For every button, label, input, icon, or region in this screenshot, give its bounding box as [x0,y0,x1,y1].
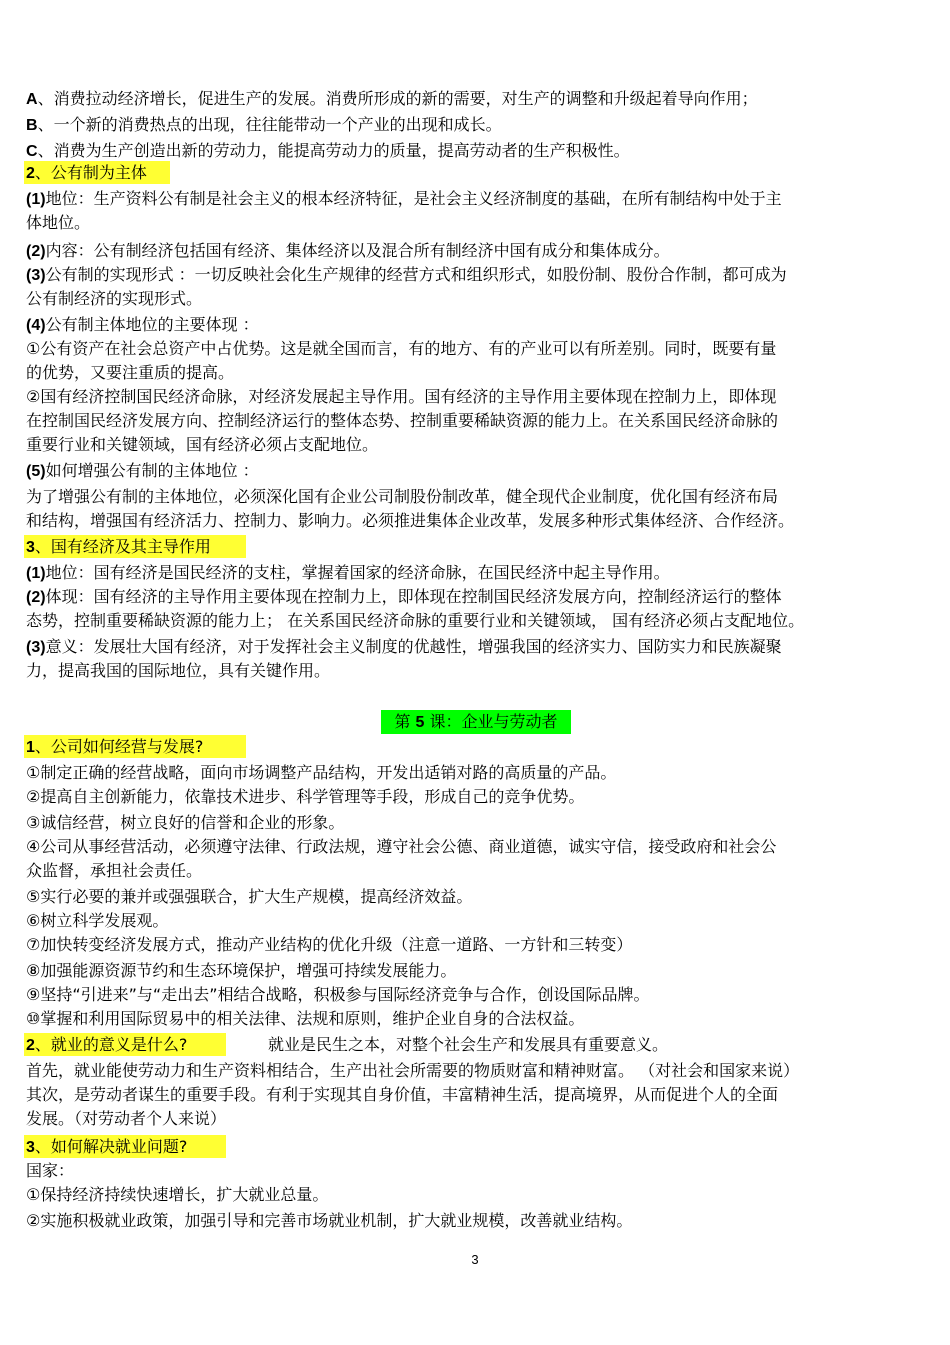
text-line [26,1084,778,1106]
text-line [26,240,670,263]
text-line [26,140,630,163]
item-marker: C [26,143,38,160]
line-text: ③诚信经营，树立良好的信誉和企业的形象。 [26,813,345,832]
text-line [26,586,782,609]
text-line [26,486,778,508]
text-line [26,338,776,360]
text-line [26,812,344,834]
text-line [26,362,234,384]
text-line [26,1108,226,1130]
lesson-title-suffix: 课：企业与劳动者 [424,712,558,731]
heading-text: 、公有制为主体 [34,163,147,182]
text-line [26,264,787,287]
item-marker: (1) [26,191,46,208]
section-heading [26,1034,187,1057]
line-text: 态势，控制重要稀缺资源的能力上； 在关系国民经济命脉的重要行业和关键领域， 国有经济必须占支配地位。 [26,611,805,630]
item-marker: (5) [26,463,46,480]
text-line [26,434,378,456]
line-text: ⑦加快转变经济发展方式，推动产业结构的优化升级（注意一道路、一方针和三转变） [26,935,633,954]
line-text: 地位：生产资料公有制是社会主义的根本经济特征，是社会主义经济制度的基础，在所有制结构中处于主 [45,189,782,208]
text-line [26,762,616,784]
line-text: 国家： [26,1161,75,1180]
line-text: 如何增强公有制的主体地位 ： [45,461,259,480]
text-line [26,1160,74,1182]
heading-text: 、公司如何经营与发展? [34,737,204,756]
text-line [26,562,670,585]
item-marker: A [26,91,38,108]
page-number: 3 [471,1252,479,1267]
line-text: 为了增强公有制的主体地位，必须深化国有企业公司制股份制改革，健全现代企业制度，优化国有经济布局 [26,487,779,506]
line-text: ①制定正确的经营战略，面向市场调整产品结构，开发出适销对路的高质量的产品。 [26,763,617,782]
line-text: ⑥树立科学发展观。 [26,911,169,930]
heading-text: 、就业的意义是什么? [34,1035,188,1054]
item-marker: (1) [26,565,46,582]
line-text: 力，提高我国的国际地位，具有关键作用。 [26,661,331,680]
line-text: 地位：国有经济是国民经济的支柱，掌握着国家的经济命脉，在国民经济中起主导作用。 [45,563,670,582]
text-line [26,114,502,137]
line-text: 体地位。 [26,213,91,232]
line-text: 在控制国民经济发展方向、控制经济运行的整体态势、控制重要稀缺资源的能力上。在关系国民经济命脉的 [26,411,779,430]
heading-number: 3 [26,1139,35,1156]
line-text: 公有制的实现形式 ：一切反映社会化生产规律的经营方式和组织形式，如股份制、股份合作制，都可成为 [45,265,787,284]
line-text: 内容：公有制经济包括国有经济、集体经济以及混合所有制经济中国有成分和集体成分。 [45,241,670,260]
item-marker: (2) [26,243,46,260]
text-line [26,960,456,982]
heading-text: 、如何解决就业问题? [34,1137,188,1156]
text-line [26,660,330,682]
text-line [26,1210,632,1232]
text-line [26,88,758,111]
line-text: ②提高自主创新能力，依靠技术进步、科学管理等手段，形成自己的竞争优势。 [26,787,585,806]
employment-significance-statement: 就业是民生之本，对整个社会生产和发展具有重要意义。 [268,1035,669,1054]
line-text: 重要行业和关键领域，国有经济必须占支配地位。 [26,435,379,454]
line-text: 意义：发展壮大国有经济，对于发挥社会主义制度的优越性，增强我国的经济实力、国防实力和民族凝聚 [45,637,782,656]
item-marker: (3) [26,267,46,284]
section-heading [26,162,147,185]
text-line [26,188,782,211]
line-text: 、消费为生产创造出新的劳动力，能提高劳动力的质量，提高劳动者的生产积极性。 [37,141,630,160]
text-line [26,460,259,483]
text-line [26,212,90,234]
line-text: 其次，是劳动者谋生的重要手段。有利于实现其自身价值，丰富精神生活，提高境界，从而促进个人的全面 [26,1085,779,1104]
text-line [26,386,776,408]
text-line [26,1060,799,1082]
item-marker: (4) [26,317,46,334]
text-line [26,1184,328,1206]
lesson-title-prefix: 第 [394,712,416,731]
line-text: ②国有经济控制国民经济命脉，对经济发展起主导作用。国有经济的主导作用主要体现在控制力上，即体现 [26,387,777,406]
line-text: ①保持经济持续快速增长，扩大就业总量。 [26,1185,329,1204]
text-line [26,836,776,858]
line-text: 、消费拉动经济增长，促进生产的发展。消费所形成的新的需要，对生产的调整和升级起着导向作用； [37,89,758,108]
text-line [26,786,584,808]
line-text: 公有制经济的实现形式。 [26,289,203,308]
line-text: 和结构，增强国有经济活力、控制力、影响力。必须推进集体企业改革，发展多种形式集体经济、合作经济。 [26,511,795,530]
heading-text: 、国有经济及其主导作用 [34,537,211,556]
lesson-title [381,710,571,735]
text-line [26,314,259,337]
line-text: ⑩掌握和利用国际贸易中的相关法律、法规和原则，维护企业自身的合法权益。 [26,1009,585,1028]
text-line [26,910,168,932]
line-text: 首先，就业能使劳动力和生产资料相结合，生产出社会所需要的物质财富和精神财富。 （对社会和国家来说） [26,1061,800,1080]
section-heading [26,736,203,759]
text-line [26,984,650,1006]
line-text: ⑤实行必要的兼并或强强联合，扩大生产规模，提高经济效益。 [26,887,473,906]
line-text: 发展。（对劳动者个人来说） [26,1109,227,1128]
line-text: ⑧加强能源资源节约和生态环境保护，增强可持续发展能力。 [26,961,457,980]
text-line [26,610,804,632]
line-text: ⑨坚持“引进来”与“走出去”相结合战略，积极参与国际经济竞争与合作，创设国际品牌。 [26,985,650,1004]
heading-number: 2 [26,165,35,182]
text-line [26,636,782,659]
text-line [26,510,794,532]
section-heading [26,536,211,559]
lesson-title-number: 5 [415,714,425,731]
line-text: ②实施积极就业政策，加强引导和完善市场就业机制，扩大就业规模，改善就业结构。 [26,1211,633,1230]
text-line [26,1008,584,1030]
heading-number: 1 [26,739,35,756]
item-marker: B [26,117,38,134]
item-marker: (2) [26,589,46,606]
text-line [26,860,202,882]
line-text: ④公司从事经营活动，必须遵守法律、行政法规，遵守社会公德、商业道德，诚实守信，接受政府和社会公 [26,837,777,856]
line-text: 、一个新的消费热点的出现，往往能带动一个产业的出现和成长。 [37,115,502,134]
section-heading [26,1136,187,1159]
text-line [26,410,778,432]
line-text: 众监督，承担社会责任。 [26,861,203,880]
heading-number: 3 [26,539,35,556]
heading-number: 2 [26,1037,35,1054]
line-text: 公有制主体地位的主要体现 ： [45,315,259,334]
text-line [26,886,472,908]
line-text: 体现：国有经济的主导作用主要体现在控制力上，即体现在控制国民经济发展方向，控制经济运行的整体 [45,587,782,606]
text-line [26,288,202,310]
line-text: ①公有资产在社会总资产中占优势。这是就全国而言，有的地方、有的产业可以有所差别。同时，既要有量 [26,339,777,358]
line-text: 的优势，又要注重质的提高。 [26,363,235,382]
text-line [26,934,632,956]
item-marker: (3) [26,639,46,656]
